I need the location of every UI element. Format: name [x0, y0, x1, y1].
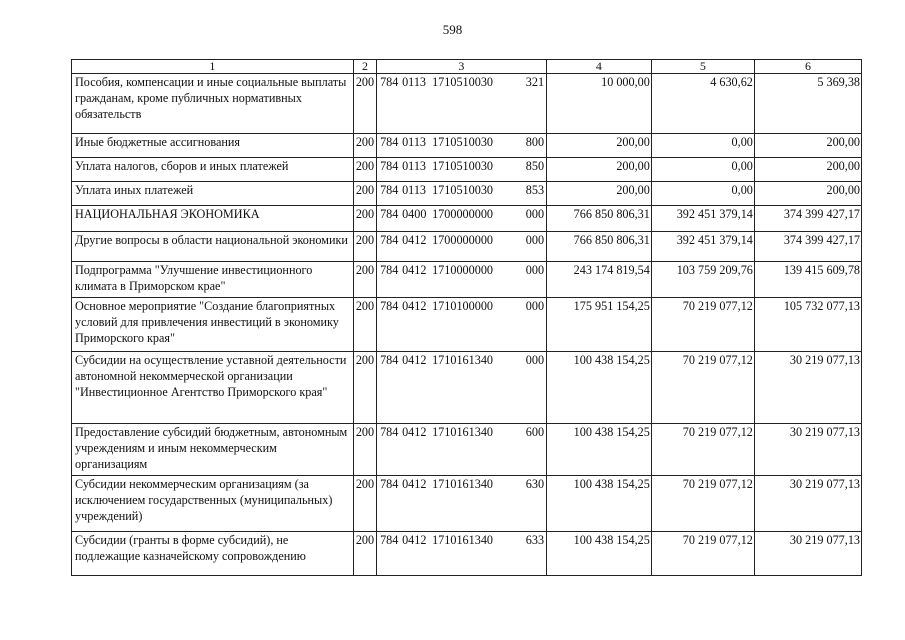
row-col-5: 103 759 209,76 [651, 262, 754, 298]
code-kind: 321 [525, 75, 545, 89]
code-kind: 000 [525, 233, 545, 247]
row-col-4: 10 000,00 [546, 74, 651, 134]
code-section: 0113 [402, 159, 427, 173]
row-code [377, 134, 547, 158]
code-target: 1710510030 [432, 135, 494, 149]
table-row [72, 206, 862, 232]
row-col-4: 100 438 154,25 [546, 532, 651, 576]
table-row [72, 532, 862, 576]
code-kind: 600 [525, 425, 545, 439]
header-row [72, 60, 862, 74]
row-code [377, 74, 547, 134]
row-col-5: 70 219 077,12 [651, 352, 754, 424]
row-col-4: 200,00 [546, 182, 651, 206]
table-row [72, 352, 862, 424]
code-admin: 784 [380, 75, 399, 89]
code-target: 1710100000 [432, 299, 494, 313]
row-code [377, 298, 547, 352]
row-name: Предоставление субсидий бюджетным, автономным учреждениям и иным некоммерческим организациям [72, 424, 354, 476]
row-col-4: 200,00 [546, 134, 651, 158]
table-row [72, 476, 862, 532]
row-code [377, 158, 547, 182]
row-col-6: 30 219 077,13 [754, 352, 861, 424]
row-code [377, 206, 547, 232]
code-target: 1710161340 [432, 477, 494, 491]
row-col-6: 374 399 427,17 [754, 232, 861, 262]
row-col-6: 374 399 427,17 [754, 206, 861, 232]
row-code [377, 424, 547, 476]
row-col-2: 200 [353, 182, 376, 206]
header-col-5: 5 [651, 60, 754, 74]
row-name: Субсидии (гранты в форме субсидий), не подлежащие казначейскому сопровождению [72, 532, 354, 576]
row-col-6: 5 369,38 [754, 74, 861, 134]
row-code [377, 532, 547, 576]
row-col-5: 0,00 [651, 134, 754, 158]
code-section: 0113 [402, 135, 427, 149]
row-col-6: 30 219 077,13 [754, 532, 861, 576]
code-section: 0113 [402, 75, 427, 89]
row-col-2: 200 [353, 134, 376, 158]
code-admin: 784 [380, 353, 399, 367]
code-section: 0412 [402, 533, 427, 547]
code-admin: 784 [380, 533, 399, 547]
code-admin: 784 [380, 477, 399, 491]
row-col-5: 70 219 077,12 [651, 424, 754, 476]
row-col-4: 766 850 806,31 [546, 232, 651, 262]
code-section: 0412 [402, 353, 427, 367]
row-col-4: 175 951 154,25 [546, 298, 651, 352]
row-col-6: 200,00 [754, 134, 861, 158]
row-col-4: 200,00 [546, 158, 651, 182]
code-kind: 000 [525, 353, 545, 367]
header-col-3: 3 [377, 60, 547, 74]
code-admin: 784 [380, 299, 399, 313]
row-col-6: 30 219 077,13 [754, 424, 861, 476]
row-name: НАЦИОНАЛЬНАЯ ЭКОНОМИКА [72, 206, 354, 232]
code-kind: 850 [525, 159, 545, 173]
table-row [72, 232, 862, 262]
row-col-5: 4 630,62 [651, 74, 754, 134]
row-col-5: 0,00 [651, 182, 754, 206]
row-col-2: 200 [353, 232, 376, 262]
row-col-2: 200 [353, 206, 376, 232]
page-number: 598 [442, 22, 463, 37]
code-target: 1710161340 [432, 353, 494, 367]
code-target: 1710161340 [432, 425, 494, 439]
row-col-6: 200,00 [754, 182, 861, 206]
row-name: Субсидии на осуществление уставной деятельности автономной некоммерческой организации "Инвестиционное Агентство Приморского края" [72, 352, 354, 424]
header-col-6: 6 [754, 60, 861, 74]
row-col-2: 200 [353, 158, 376, 182]
row-col-6: 30 219 077,13 [754, 476, 861, 532]
row-col-2: 200 [353, 74, 376, 134]
row-col-2: 200 [353, 424, 376, 476]
row-code [377, 232, 547, 262]
code-admin: 784 [380, 135, 399, 149]
row-code [377, 476, 547, 532]
row-code [377, 352, 547, 424]
row-name: Подпрограмма "Улучшение инвестиционного климата в Приморском крае" [72, 262, 354, 298]
code-target: 1710161340 [432, 533, 494, 547]
code-admin: 784 [380, 207, 399, 221]
row-col-5: 0,00 [651, 158, 754, 182]
row-col-2: 200 [353, 532, 376, 576]
row-col-4: 100 438 154,25 [546, 352, 651, 424]
header-col-2: 2 [353, 60, 376, 74]
header-col-1: 1 [72, 60, 354, 74]
code-kind: 800 [525, 135, 545, 149]
row-col-5: 70 219 077,12 [651, 532, 754, 576]
table-row [72, 182, 862, 206]
row-name: Пособия, компенсации и иные социальные выплаты гражданам, кроме публичных нормативных обязательств [72, 74, 354, 134]
row-col-5: 392 451 379,14 [651, 206, 754, 232]
code-kind: 000 [525, 207, 545, 221]
row-name: Субсидии некоммерческим организациям (за исключением государственных (муниципальных) учреждений) [72, 476, 354, 532]
budget-table [71, 59, 862, 576]
code-section: 0400 [402, 207, 427, 221]
row-name: Другие вопросы в области национальной экономики [72, 232, 354, 262]
row-col-5: 392 451 379,14 [651, 232, 754, 262]
code-section: 0412 [402, 425, 427, 439]
row-name: Основное мероприятие "Создание благоприятных условий для привлечения инвестиций в экономику Приморского края" [72, 298, 354, 352]
row-col-2: 200 [353, 476, 376, 532]
code-target: 1710510030 [432, 183, 494, 197]
table-row [72, 74, 862, 134]
code-section: 0113 [402, 183, 427, 197]
table-row [72, 298, 862, 352]
code-kind: 000 [525, 299, 545, 313]
code-target: 1700000000 [432, 233, 494, 247]
table-row [72, 134, 862, 158]
code-admin: 784 [380, 233, 399, 247]
row-code [377, 182, 547, 206]
code-admin: 784 [380, 183, 399, 197]
row-col-6: 105 732 077,13 [754, 298, 861, 352]
row-col-2: 200 [353, 298, 376, 352]
code-target: 1700000000 [432, 207, 494, 221]
code-kind: 000 [525, 263, 545, 277]
row-col-4: 766 850 806,31 [546, 206, 651, 232]
code-target: 1710000000 [432, 263, 494, 277]
code-admin: 784 [380, 159, 399, 173]
code-section: 0412 [402, 233, 427, 247]
code-kind: 630 [525, 477, 545, 491]
row-code [377, 262, 547, 298]
header-col-4: 4 [546, 60, 651, 74]
table-row [72, 158, 862, 182]
row-col-5: 70 219 077,12 [651, 476, 754, 532]
code-admin: 784 [380, 263, 399, 277]
row-col-6: 200,00 [754, 158, 861, 182]
table-row [72, 262, 862, 298]
row-col-2: 200 [353, 262, 376, 298]
row-col-6: 139 415 609,78 [754, 262, 861, 298]
row-col-4: 100 438 154,25 [546, 424, 651, 476]
code-kind: 853 [525, 183, 545, 197]
row-col-4: 243 174 819,54 [546, 262, 651, 298]
row-name: Иные бюджетные ассигнования [72, 134, 354, 158]
code-section: 0412 [402, 263, 427, 277]
row-name: Уплата иных платежей [72, 182, 354, 206]
row-name: Уплата налогов, сборов и иных платежей [72, 158, 354, 182]
code-target: 1710510030 [432, 75, 494, 89]
row-col-2: 200 [353, 352, 376, 424]
row-col-4: 100 438 154,25 [546, 476, 651, 532]
code-section: 0412 [402, 477, 427, 491]
code-target: 1710510030 [432, 159, 494, 173]
table-row [72, 424, 862, 476]
code-admin: 784 [380, 425, 399, 439]
row-col-5: 70 219 077,12 [651, 298, 754, 352]
code-kind: 633 [525, 533, 545, 547]
code-section: 0412 [402, 299, 427, 313]
